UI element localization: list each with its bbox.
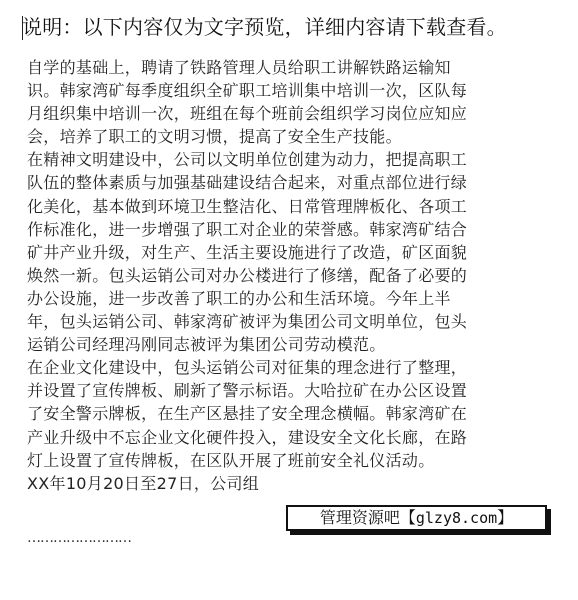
body-line: 月组织集中培训一次，班组在每个班前会组织学习岗位应知应: [27, 104, 468, 124]
document-body: [27, 56, 558, 495]
body-line: 并设置了宣传牌板、刷新了警示标语。大哈拉矿在办公区设置: [27, 381, 468, 401]
body-line: 焕然一新。包头运销公司对办公楼进行了修缮，配备了必要的: [27, 265, 468, 285]
body-line: 运销公司经理冯刚同志被评为集团公司劳动模范。: [27, 335, 386, 355]
continuation-ellipsis: ……………………: [27, 530, 131, 546]
body-line: 办公设施，进一步改善了职工的办公和生活环境。今年上半: [27, 288, 451, 308]
preview-notice: 说明：以下内容仅为文字预览，详细内容请下载查看。: [22, 15, 507, 39]
body-line: XX年10月20日至27日，公司组: [27, 473, 260, 493]
body-line: 在精神文明建设中，公司以文明单位创建为动力，把提高职工: [27, 150, 468, 170]
watermark-label: 管理资源吧【: [319, 508, 416, 527]
body-line: 识。韩家湾矿每季度组织全矿职工培训集中培训一次，区队每: [27, 81, 468, 101]
watermark-site: glzy8.com: [415, 509, 498, 527]
watermark-banner: [286, 505, 547, 531]
body-line: 产业升级中不忘企业文化硬件投入，建设安全文化长廊，在路: [27, 427, 468, 447]
body-line: 年，包头运销公司、韩家湾矿被评为集团公司文明单位，包头: [27, 312, 468, 332]
body-line: 灯上设置了宣传牌板，在区队开展了班前安全礼仪活动。: [27, 450, 435, 470]
body-line: 作标准化，进一步增强了职工对企业的荣誉感。韩家湾矿结合: [27, 219, 468, 239]
body-line: 会，培养了职工的文明习惯，提高了安全生产技能。: [27, 127, 402, 147]
body-line: 矿井产业升级，对生产、生活主要设施进行了改造，矿区面貌: [27, 242, 468, 262]
body-line: 了安全警示牌板，在生产区悬挂了安全理念横幅。韩家湾矿在: [27, 404, 468, 424]
body-line: 化美化，基本做到环境卫生整洁化、日常管理牌板化、各项工: [27, 196, 468, 216]
body-line: 队伍的整体素质与加强基础建设结合起来，对重点部位进行绿: [27, 173, 468, 193]
watermark-close: 】: [497, 508, 514, 527]
body-line: 在企业文化建设中，包头运销公司对征集的理念进行了整理，: [27, 358, 468, 378]
body-line: 自学的基础上，聘请了铁路管理人员给职工讲解铁路运输知: [27, 58, 451, 77]
